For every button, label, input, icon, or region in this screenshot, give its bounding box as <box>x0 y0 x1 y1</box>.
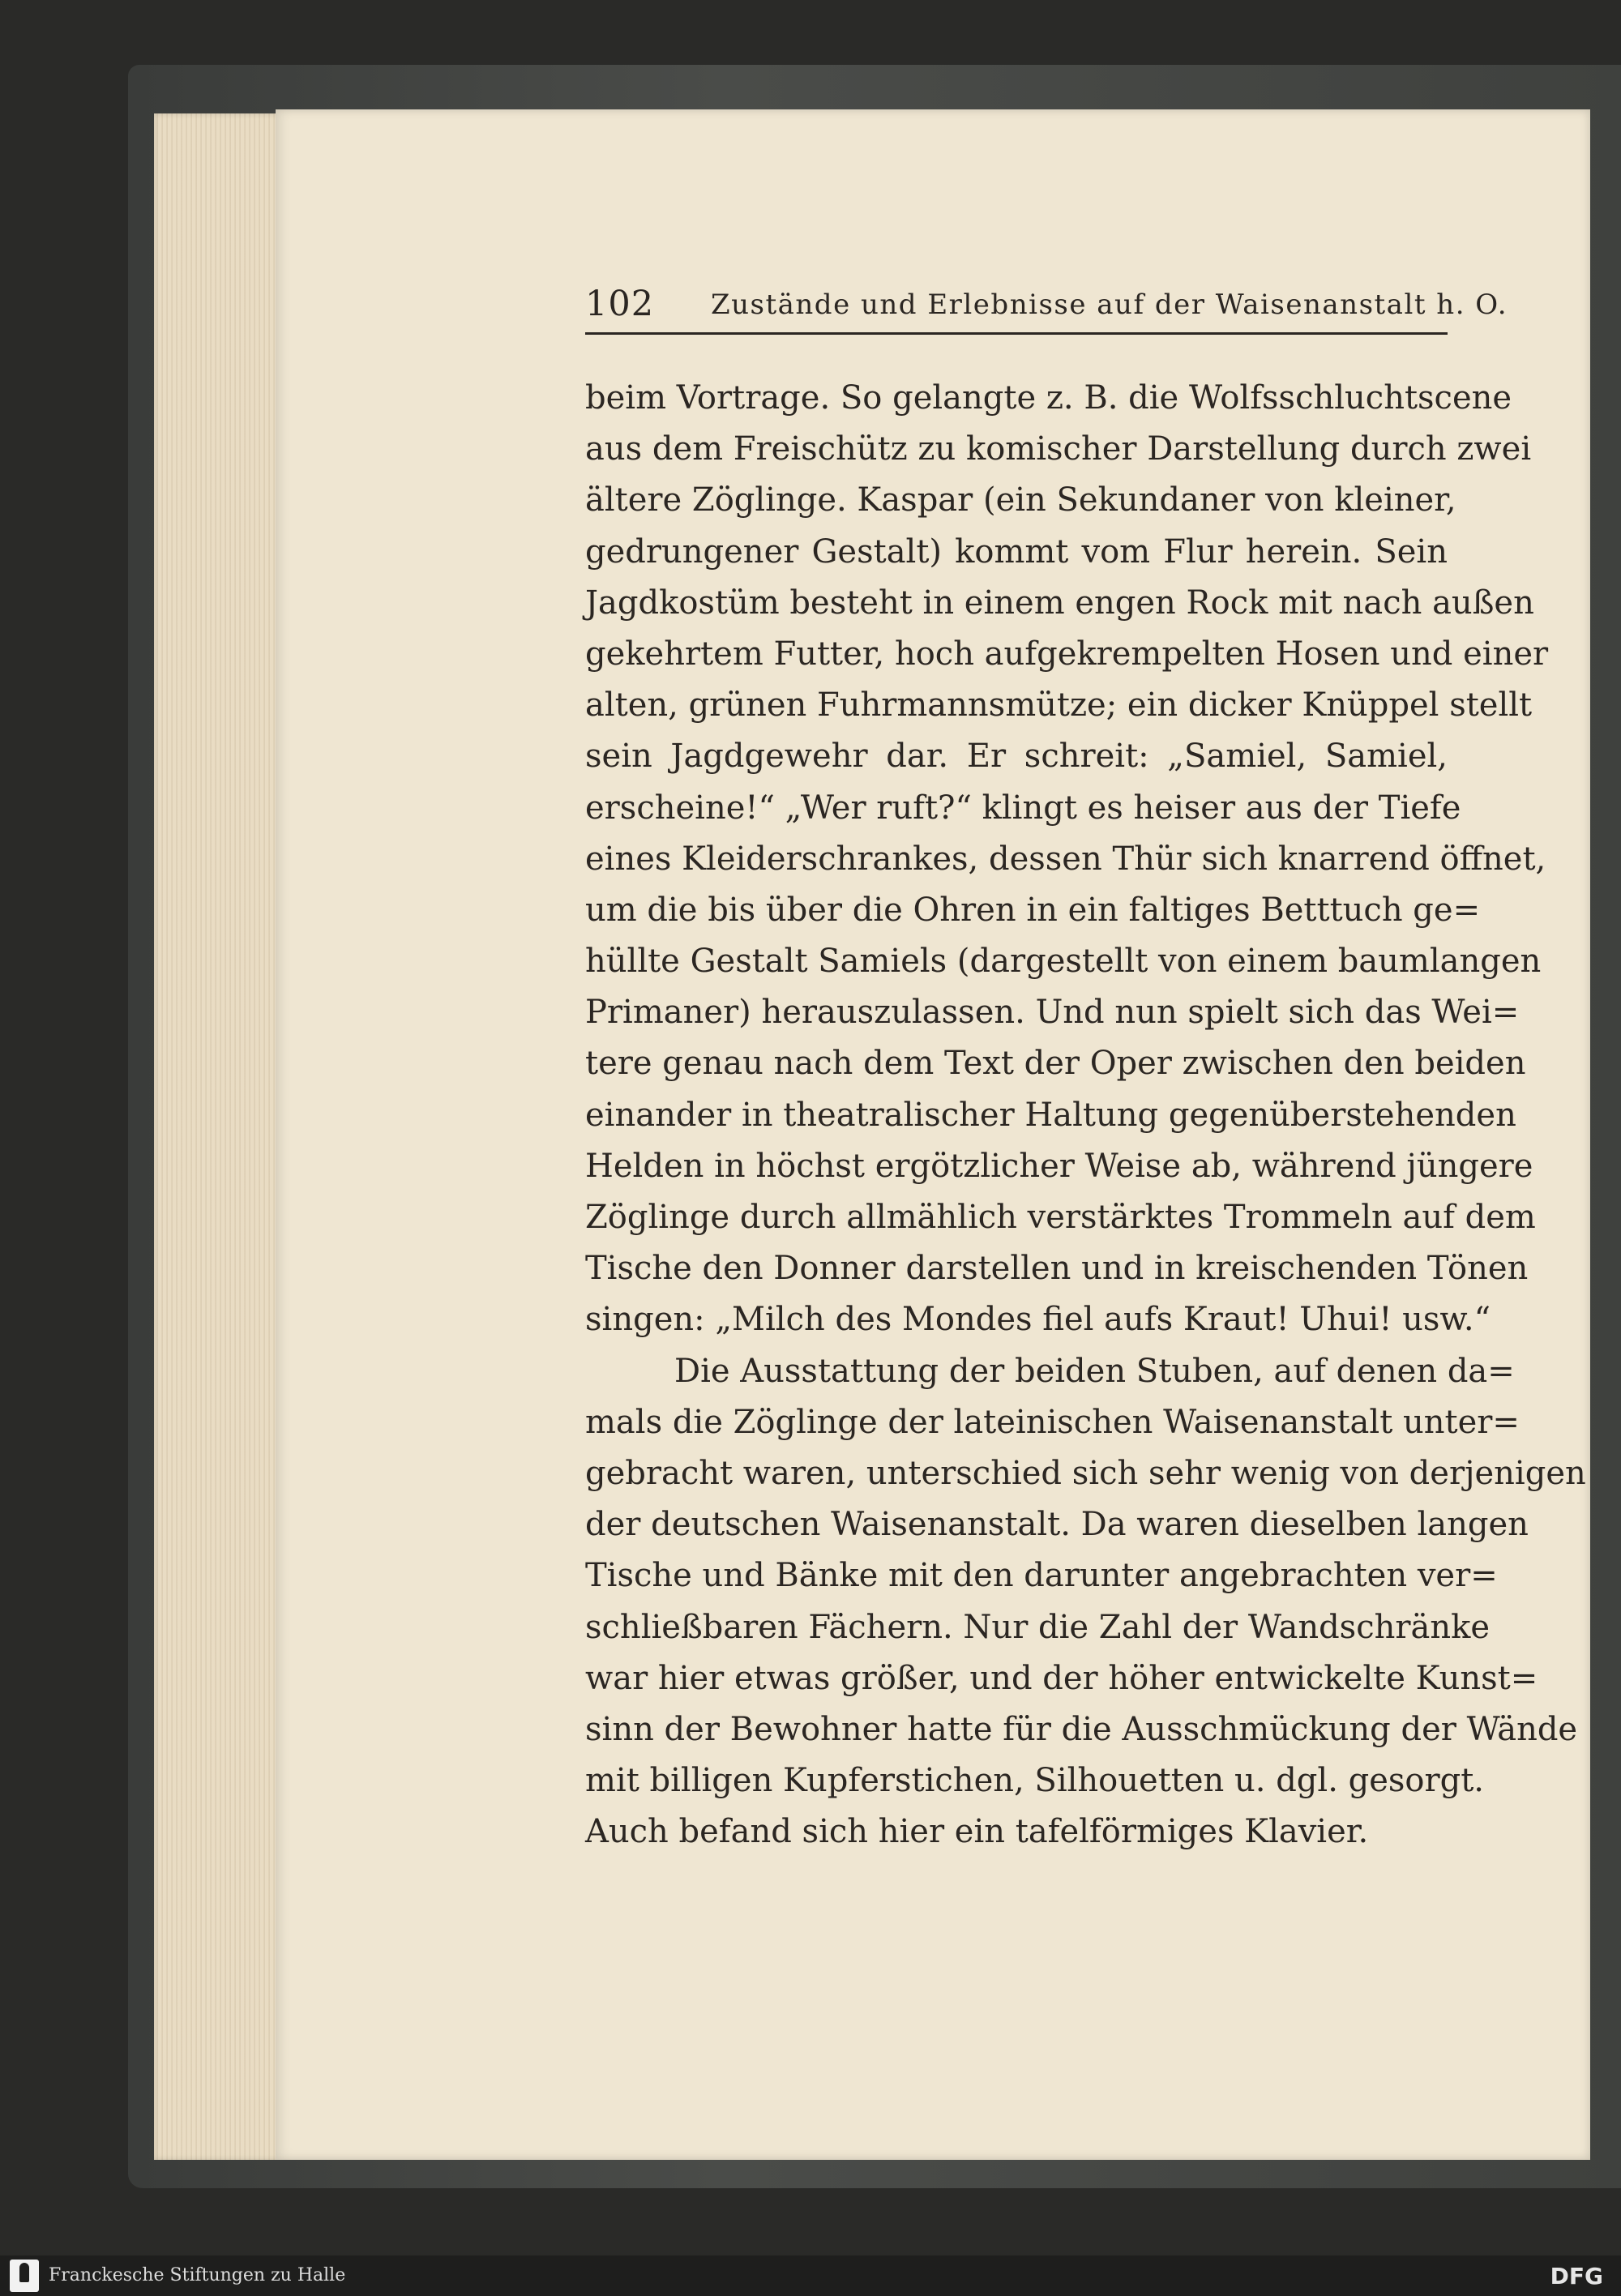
text-line: Auch befand sich hier ein tafelförmiges Klavier. <box>585 1813 1369 1851</box>
text-line: eines Kleiderschrankes, dessen Thür sich knarrend öffnet, <box>585 840 1546 878</box>
text-line: alten, grünen Fuhrmannsmütze; ein dicker Knüppel stellt <box>585 686 1533 725</box>
body-text <box>585 373 1586 1858</box>
text-line: war hier etwas größer, und der höher entwickelte Kunst= <box>585 1659 1538 1697</box>
text-line: aus dem Freischütz zu komischer Darstellung durch zwei <box>585 430 1532 468</box>
text-line: tere genau nach dem Text der Oper zwischen den beiden <box>585 1045 1526 1083</box>
text-line: Jagdkostüm besteht in einem engen Rock mit nach außen <box>585 584 1534 622</box>
text-line: Tische und Bänke mit den darunter angebrachten ver= <box>585 1557 1498 1595</box>
running-title: Zustände und Erlebnisse auf der Waisenanstalt h. O. <box>711 289 1508 321</box>
institution-logo-mark <box>19 2263 29 2282</box>
text-line: Helden in höchst ergötzlicher Weise ab, während jüngere <box>585 1147 1533 1185</box>
text-line: der deutschen Waisenanstalt. Da waren dieselben langen <box>585 1506 1529 1544</box>
text-line: einander in theatralischer Haltung gegenüberstehenden <box>585 1096 1516 1134</box>
text-line: gebracht waren, unterschied sich sehr wenig von derjenigen <box>585 1454 1586 1492</box>
text-line: schließbaren Fächern. Nur die Zahl der Wandschränke <box>585 1608 1491 1646</box>
text-line: hüllte Gestalt Samiels (dargestellt von einem baumlangen <box>585 943 1542 981</box>
text-line: gedrungener Gestalt) kommt vom Flur herein. Sein <box>585 532 1448 571</box>
text-line: Zöglinge durch allmählich verstärktes Trommeln auf dem <box>585 1199 1536 1236</box>
institution-name: Franckesche Stiftungen zu Halle <box>49 2265 346 2285</box>
text-line: ältere Zöglinge. Kaspar (ein Sekundaner von kleiner, <box>585 481 1456 519</box>
text-line: erscheine!“ „Wer ruft?“ klingt es heiser aus der Tiefe <box>585 789 1461 827</box>
text-line: um die bis über die Ohren in ein faltiges Betttuch ge= <box>585 891 1481 929</box>
running-header <box>585 284 1508 335</box>
text-line: mit billigen Kupferstichen, Silhouetten u. dgl. gesorgt. <box>585 1762 1485 1800</box>
text-line: Tische den Donner darstellen und in kreischenden Tönen <box>585 1250 1529 1288</box>
text-line: gekehrtem Futter, hoch aufgekrempelten Hosen und einer <box>585 635 1549 673</box>
text-line: sinn der Bewohner hatte für die Ausschmückung der Wände <box>585 1710 1578 1748</box>
text-line: singen: „Milch des Mondes fiel aufs Kraut! Uhui! usw.“ <box>585 1301 1491 1339</box>
text-line: mals die Zöglinge der lateinischen Waisenanstalt unter= <box>585 1403 1520 1441</box>
page-number: 102 <box>585 284 655 324</box>
text-line: Die Ausstattung der beiden Stuben, auf denen da= <box>674 1352 1515 1390</box>
dfg-logo: DFG <box>1550 2263 1603 2290</box>
text-line: beim Vortrage. So gelangte z. B. die Wolfsschluchtscene <box>585 379 1512 417</box>
text-line: Primaner) herauszulassen. Und nun spielt sich das Wei= <box>585 994 1520 1032</box>
text-line: sein Jagdgewehr dar. Er schreit: „Samiel, Samiel, <box>585 738 1448 776</box>
